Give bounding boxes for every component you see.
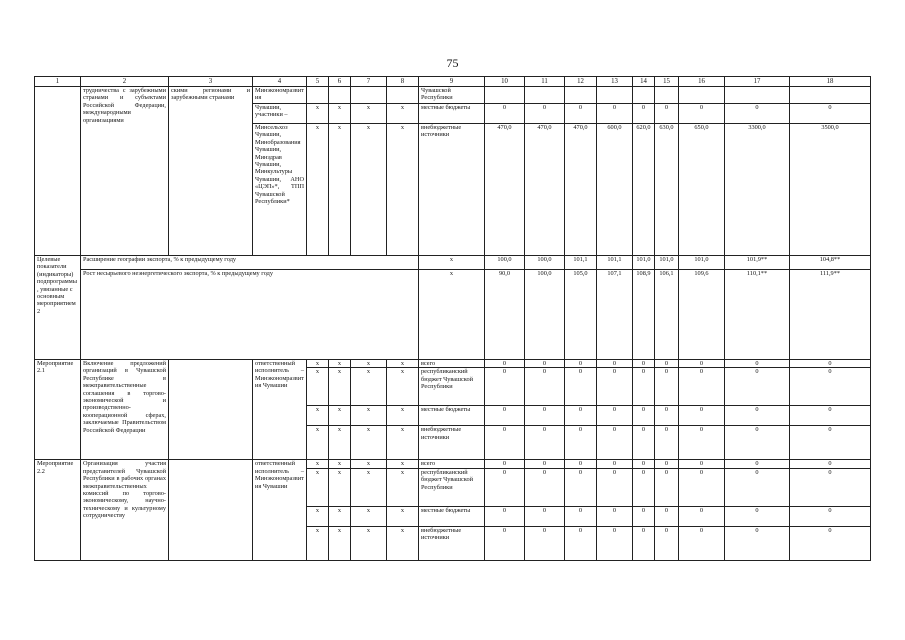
event-label: Мероприятие 2.2 — [35, 460, 81, 560]
value-cell: 0 — [565, 406, 597, 426]
code-cell: х — [351, 506, 387, 526]
column-number: 11 — [525, 77, 565, 87]
column-number: 1 — [35, 77, 81, 87]
code-cell: х — [329, 124, 351, 256]
funding-source: внебюджетные источники — [419, 526, 485, 560]
value-cell: 630,0 — [655, 124, 679, 256]
value-cell: 0 — [525, 368, 565, 406]
funding-source: всего — [419, 360, 485, 368]
value-cell: 0 — [565, 368, 597, 406]
value-cell: 0 — [485, 104, 525, 124]
page-number: 75 — [446, 56, 459, 70]
event-col3 — [169, 460, 253, 560]
value-cell: 600,0 — [597, 124, 633, 256]
funding-source: внебюджетные источники — [419, 426, 485, 460]
code-cell: х — [329, 406, 351, 426]
value-cell: 0 — [655, 406, 679, 426]
code-cell: х — [351, 426, 387, 460]
indicator-value: 104,8** — [790, 256, 871, 270]
indicator-value: 101,9** — [725, 256, 790, 270]
code-cell: х — [387, 406, 419, 426]
indicator-name: Рост несырьевого неэнергетического экспорта, % к предыдущему году — [81, 270, 419, 360]
value-cell: 0 — [597, 104, 633, 124]
indicator-value: 107,1 — [597, 270, 633, 360]
indicator-value: 101,1 — [565, 256, 597, 270]
indicator-value: 108,9 — [633, 270, 655, 360]
indicator-value: 101,0 — [655, 256, 679, 270]
value-cell: 0 — [633, 104, 655, 124]
executor-text: Чувашии, участники – — [253, 104, 307, 124]
value-cell: 650,0 — [679, 124, 725, 256]
column-number: 13 — [597, 77, 633, 87]
code-cell: х — [351, 368, 387, 406]
value-cell: 0 — [597, 406, 633, 426]
value-cell: 0 — [565, 104, 597, 124]
value-cell: 0 — [525, 426, 565, 460]
value-cell: 0 — [597, 526, 633, 560]
indicator-value: 90,0 — [485, 270, 525, 360]
value-cell: 0 — [633, 460, 655, 468]
code-cell: х — [307, 506, 329, 526]
code-cell: х — [387, 460, 419, 468]
value-cell: 0 — [525, 360, 565, 368]
value-cell: 0 — [679, 104, 725, 124]
code-cell: х — [387, 426, 419, 460]
value-cell: 0 — [597, 360, 633, 368]
value-cell: 470,0 — [525, 124, 565, 256]
code-cell: х — [329, 460, 351, 468]
value-cell: 0 — [679, 360, 725, 368]
value-cell: 0 — [679, 406, 725, 426]
code-cell: х — [351, 124, 387, 256]
column-number: 10 — [485, 77, 525, 87]
value-cell — [525, 87, 565, 104]
value-cell: 0 — [679, 526, 725, 560]
value-cell: 0 — [597, 506, 633, 526]
value-cell: 0 — [679, 426, 725, 460]
executor-text: Минсельхоз Чувашии, Минобразования Чувашии, Минздрав Чувашии, Минкультуры Чувашии, АНО «ЦЭП»*, ТПП Чувашской Республики* — [253, 124, 307, 256]
code-cell: х — [307, 360, 329, 368]
code-cell: х — [387, 368, 419, 406]
value-cell: 0 — [679, 460, 725, 468]
column-number: 3 — [169, 77, 253, 87]
indicator-value: 100,0 — [485, 256, 525, 270]
indicator-value: 101,0 — [679, 256, 725, 270]
indicator-value: 101,0 — [633, 256, 655, 270]
value-cell: 0 — [725, 468, 790, 506]
code-cell — [307, 87, 329, 104]
funding-source: Чувашской Республики — [419, 87, 485, 104]
value-cell: 0 — [655, 526, 679, 560]
event-col3 — [169, 360, 253, 460]
value-cell — [597, 87, 633, 104]
code-cell: х — [329, 360, 351, 368]
code-cell: х — [387, 506, 419, 526]
measure-goal-text: трудничества с зарубежными странами и субъектами Российской Федерации, международными организациями — [81, 87, 169, 256]
value-cell: 0 — [565, 526, 597, 560]
value-cell: 620,0 — [633, 124, 655, 256]
value-cell: 0 — [485, 426, 525, 460]
column-number: 4 — [253, 77, 307, 87]
event-executor: ответственный исполнитель – Минэкономразвития Чувашии — [253, 460, 307, 560]
value-cell: 0 — [485, 526, 525, 560]
indicator-value: 111,9** — [790, 270, 871, 360]
value-cell: 0 — [633, 468, 655, 506]
code-cell: х — [307, 124, 329, 256]
value-cell: 0 — [485, 406, 525, 426]
code-cell: х — [387, 526, 419, 560]
value-cell: 0 — [725, 360, 790, 368]
value-cell: 0 — [725, 368, 790, 406]
value-cell: 0 — [655, 426, 679, 460]
indicator-value: 109,6 — [679, 270, 725, 360]
table-row — [35, 87, 871, 104]
value-cell: 0 — [565, 426, 597, 460]
column-number: 18 — [790, 77, 871, 87]
value-cell: 0 — [485, 360, 525, 368]
funding-source: местные бюджеты — [419, 506, 485, 526]
code-cell: х — [351, 104, 387, 124]
indicator-unit-cell: х — [419, 256, 485, 270]
code-cell: х — [329, 526, 351, 560]
code-cell: х — [307, 368, 329, 406]
value-cell: 0 — [655, 104, 679, 124]
value-cell: 0 — [525, 104, 565, 124]
indicator-value: 106,1 — [655, 270, 679, 360]
code-cell: х — [307, 468, 329, 506]
code-cell: х — [351, 406, 387, 426]
value-cell: 0 — [725, 526, 790, 560]
indicator-value: 100,0 — [525, 270, 565, 360]
program-table — [34, 76, 871, 561]
value-cell — [485, 87, 525, 104]
code-cell: х — [307, 426, 329, 460]
indicator-row — [35, 270, 871, 360]
value-cell: 0 — [790, 526, 871, 560]
event-description: Включение предложений организаций в Чувашской Республике в межправительственные соглашения в торгово-экономической и производственно-кооперационной сферах, заключаемые Правительством Российской Федерации — [81, 360, 169, 460]
column-number: 16 — [679, 77, 725, 87]
funding-source: внебюджетные источники — [419, 124, 485, 256]
event-row — [35, 360, 871, 368]
value-cell: 0 — [525, 406, 565, 426]
funding-source: местные бюджеты — [419, 104, 485, 124]
code-cell: х — [329, 426, 351, 460]
event-label: Мероприятие 2.1 — [35, 360, 81, 460]
column-number: 5 — [307, 77, 329, 87]
code-cell — [329, 87, 351, 104]
value-cell: 0 — [565, 360, 597, 368]
code-cell: х — [329, 368, 351, 406]
value-cell: 0 — [485, 506, 525, 526]
value-cell — [633, 87, 655, 104]
value-cell: 0 — [597, 468, 633, 506]
column-number: 2 — [81, 77, 169, 87]
indicator-value: 101,1 — [597, 256, 633, 270]
value-cell: 0 — [633, 406, 655, 426]
value-cell: 0 — [633, 426, 655, 460]
indicator-value: 100,0 — [525, 256, 565, 270]
indicator-value: 105,0 — [565, 270, 597, 360]
value-cell: 0 — [655, 468, 679, 506]
funding-source: республиканский бюджет Чувашской Республики — [419, 468, 485, 506]
event-description: Организация участия представителей Чувашской Республики в рабочих органах межправительственных комиссий по торгово-экономическому, научно-техническому и культурному сотрудничеству — [81, 460, 169, 560]
value-cell — [790, 87, 871, 104]
code-cell: х — [351, 468, 387, 506]
value-cell: 0 — [633, 526, 655, 560]
indicator-value: 110,1** — [725, 270, 790, 360]
value-cell: 3500,0 — [790, 124, 871, 256]
value-cell: 0 — [565, 460, 597, 468]
indicator-unit-cell: х — [419, 270, 485, 360]
column-number: 12 — [565, 77, 597, 87]
value-cell: 0 — [655, 360, 679, 368]
indicator-name: Расширение географии экспорта, % к предыдущему году — [81, 256, 419, 270]
value-cell: 0 — [725, 426, 790, 460]
value-cell — [725, 87, 790, 104]
value-cell: 0 — [790, 406, 871, 426]
value-cell: 0 — [565, 468, 597, 506]
value-cell: 470,0 — [565, 124, 597, 256]
code-cell: х — [307, 104, 329, 124]
value-cell — [679, 87, 725, 104]
value-cell: 0 — [679, 368, 725, 406]
column-number: 7 — [351, 77, 387, 87]
value-cell: 0 — [655, 460, 679, 468]
value-cell: 0 — [597, 426, 633, 460]
value-cell: 0 — [725, 406, 790, 426]
value-cell — [655, 87, 679, 104]
code-cell — [387, 87, 419, 104]
value-cell: 3300,0 — [725, 124, 790, 256]
indicator-row — [35, 256, 871, 270]
funding-source: всего — [419, 460, 485, 468]
value-cell: 0 — [790, 360, 871, 368]
code-cell: х — [351, 526, 387, 560]
value-cell: 0 — [790, 460, 871, 468]
value-cell: 0 — [725, 506, 790, 526]
column-number: 17 — [725, 77, 790, 87]
value-cell: 0 — [655, 506, 679, 526]
value-cell: 0 — [597, 460, 633, 468]
value-cell: 0 — [485, 368, 525, 406]
value-cell: 0 — [790, 368, 871, 406]
value-cell: 0 — [485, 468, 525, 506]
code-cell: х — [387, 360, 419, 368]
column-number: 15 — [655, 77, 679, 87]
code-cell: х — [387, 104, 419, 124]
column-number: 6 — [329, 77, 351, 87]
event-executor: ответственный исполнитель – Минэкономразвития Чувашии — [253, 360, 307, 460]
value-cell: 0 — [655, 368, 679, 406]
value-cell: 0 — [525, 506, 565, 526]
value-cell: 0 — [679, 506, 725, 526]
code-cell: х — [307, 460, 329, 468]
value-cell: 0 — [790, 426, 871, 460]
value-cell: 0 — [790, 506, 871, 526]
value-cell: 0 — [633, 360, 655, 368]
code-cell: х — [329, 506, 351, 526]
measure-cell — [35, 87, 81, 256]
code-cell: х — [329, 468, 351, 506]
value-cell: 0 — [633, 368, 655, 406]
value-cell — [565, 87, 597, 104]
value-cell: 0 — [565, 506, 597, 526]
code-cell: х — [351, 460, 387, 468]
code-cell: х — [387, 468, 419, 506]
value-cell: 0 — [485, 460, 525, 468]
code-cell: х — [387, 124, 419, 256]
column-number: 14 — [633, 77, 655, 87]
value-cell: 470,0 — [485, 124, 525, 256]
column-number: 8 — [387, 77, 419, 87]
measure-scope-text: скими регионами и зарубежными странами — [169, 87, 253, 256]
value-cell: 0 — [525, 460, 565, 468]
column-number: 9 — [419, 77, 485, 87]
column-number-row — [35, 77, 871, 87]
code-cell: х — [307, 526, 329, 560]
code-cell — [351, 87, 387, 104]
value-cell: 0 — [725, 460, 790, 468]
code-cell: х — [351, 360, 387, 368]
executor-text: Минэкономразвития — [253, 87, 307, 104]
value-cell: 0 — [725, 104, 790, 124]
value-cell: 0 — [525, 468, 565, 506]
code-cell: х — [329, 104, 351, 124]
funding-source: местные бюджеты — [419, 406, 485, 426]
value-cell: 0 — [633, 506, 655, 526]
code-cell: х — [307, 406, 329, 426]
value-cell: 0 — [790, 468, 871, 506]
value-cell: 0 — [597, 368, 633, 406]
value-cell: 0 — [525, 526, 565, 560]
targets-label: Целевые показатели (индикаторы) подпрограммы, увязанные с основным мероприятием 2 — [35, 256, 81, 360]
event-row — [35, 460, 871, 468]
funding-source: республиканский бюджет Чувашской Республики — [419, 368, 485, 406]
value-cell: 0 — [679, 468, 725, 506]
value-cell: 0 — [790, 104, 871, 124]
